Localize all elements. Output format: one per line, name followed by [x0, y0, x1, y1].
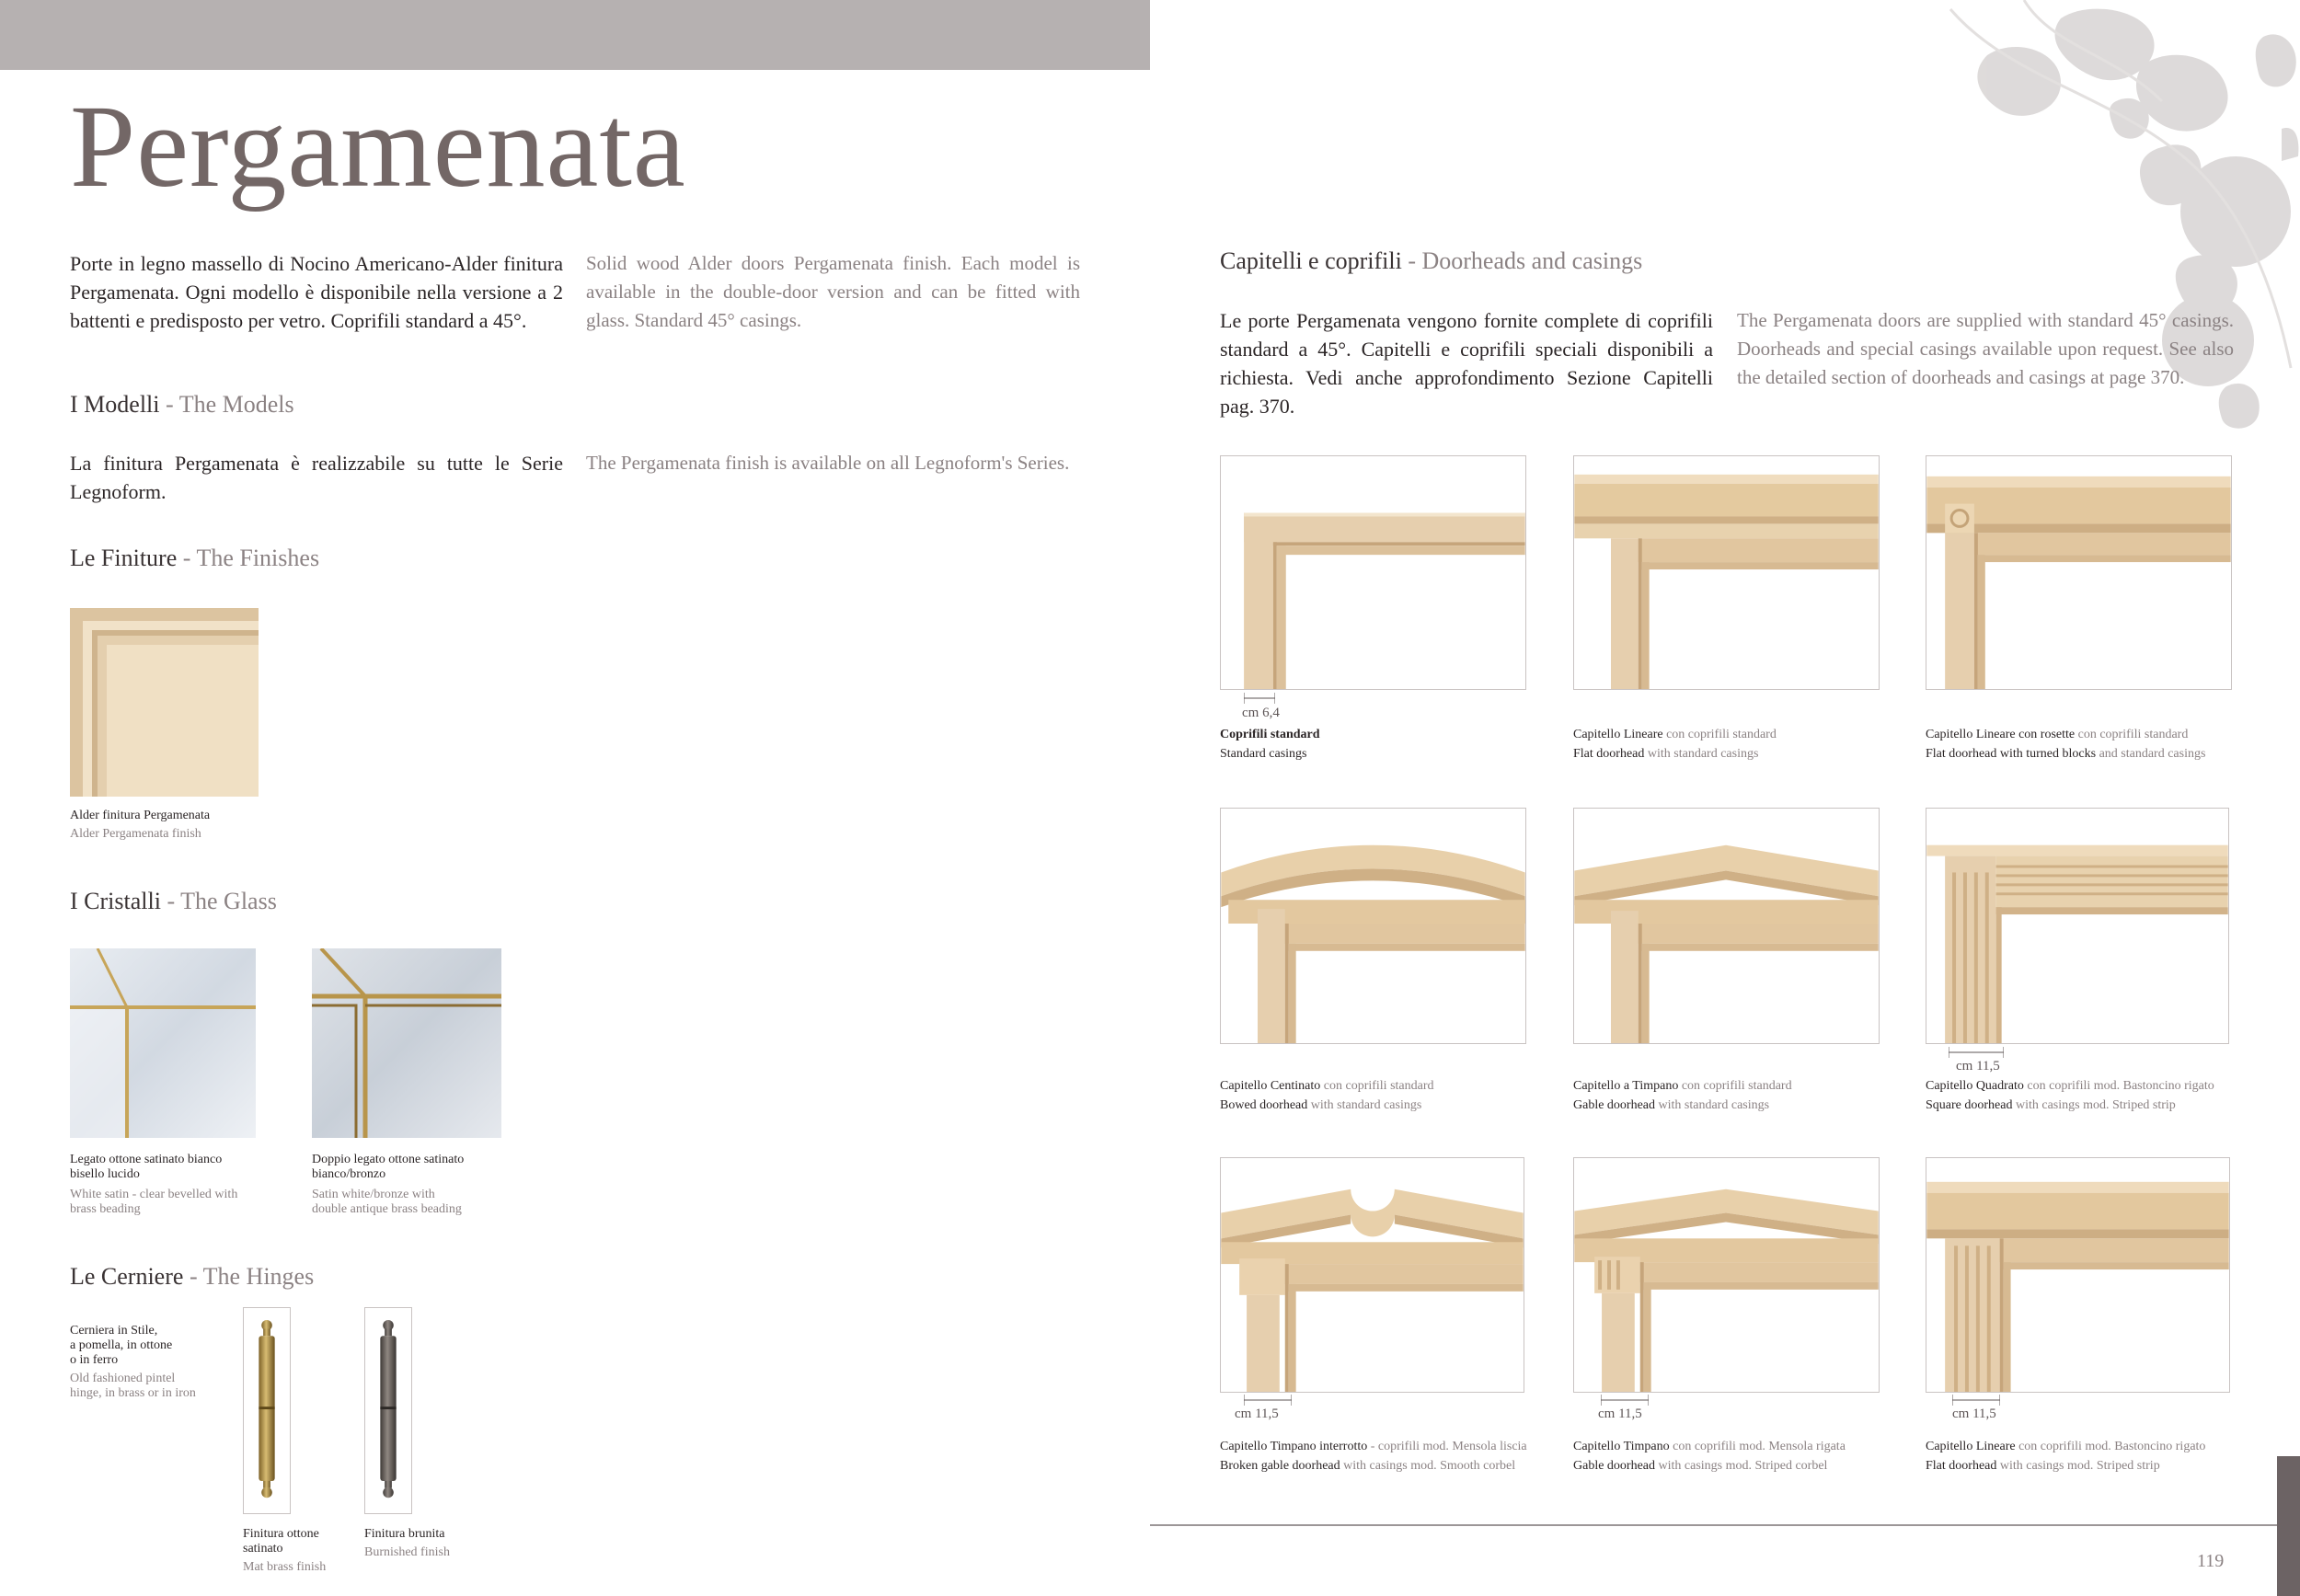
- models-heading-en: - The Models: [166, 391, 294, 418]
- footer-rule: [1150, 1524, 2277, 1526]
- doorhead-image-flat: [1573, 455, 1880, 690]
- intro-text-en: Solid wood Alder doors Pergamenata finish. Each model is available in the double-door version and can be fitted with glass. Standard 45° casings.: [586, 252, 1080, 331]
- doorhead-7-en-rest: with casings mod. Smooth corbel: [1340, 1459, 1516, 1473]
- doorhead-3-en-bold: Flat doorhead with turned blocks: [1926, 747, 2097, 761]
- doorhead-3-en-rest: and standard casings: [2096, 747, 2206, 761]
- doorhead-5-it-bold: Capitello a Timpano: [1573, 1079, 1679, 1093]
- doorhead-8-it-bold: Capitello Timpano: [1573, 1440, 1670, 1453]
- models-text-it: La finitura Pergamenata è realizzabile su tutte le Serie Legnoform.: [70, 452, 563, 503]
- doorhead-2-en-bold: Flat doorhead: [1573, 747, 1645, 761]
- doorheads-heading-en: - Doorheads and casings: [1408, 247, 1643, 274]
- glass-caption-2-en-2: double antique brass beading: [312, 1202, 462, 1216]
- glass-caption-2-en-1: Satin white/bronze with: [312, 1188, 435, 1201]
- doorhead-caption-2: [1573, 728, 1904, 762]
- doorhead-2-it-bold: Capitello Lineare: [1573, 728, 1663, 741]
- doorhead-6-it-rest: con coprifili mod. Bastoncino rigato: [2023, 1079, 2214, 1093]
- dimension-marker-6: [1949, 1046, 2004, 1057]
- doorhead-4-en-bold: Bowed doorhead: [1220, 1098, 1308, 1112]
- doorheads-text-it: Le porte Pergamenata vengono fornite complete di coprifili standard a 45°. Capitelli e coprifili speciali disponibili a richiesta. Vedi anche approfondimento Sezione Capitelli pag. 370.: [1220, 309, 1713, 418]
- page-number: 119: [2197, 1551, 2225, 1571]
- glass-caption-2-it-2: bianco/bronzo: [312, 1167, 386, 1181]
- doorhead-image-bowed: [1220, 808, 1526, 1044]
- dimension-marker-1: [1244, 692, 1275, 703]
- glass-image-double-beading: [312, 948, 501, 1138]
- doorhead-caption-3: [1926, 728, 2275, 762]
- page-title: Pergamenata: [70, 81, 686, 212]
- doorhead-image-flat-rosette: [1926, 455, 2232, 690]
- doorhead-caption-8: [1573, 1440, 1914, 1474]
- models-heading-it: I Modelli: [70, 391, 160, 418]
- glass-caption-1-en-2: brass beading: [70, 1202, 141, 1216]
- models-text-en: The Pergamenata finish is available on all Legnoform's Series.: [586, 452, 1070, 474]
- hinge-brass-it-2: satinato: [243, 1542, 283, 1556]
- hinges-heading-it: Le Cerniere: [70, 1263, 184, 1290]
- doorhead-7-en-bold: Broken gable doorhead: [1220, 1459, 1340, 1473]
- doorhead-caption-4: [1220, 1079, 1551, 1113]
- doorhead-caption-5: [1573, 1079, 1904, 1113]
- doorheads-text-en: The Pergamenata doors are supplied with standard 45° casings. Doorheads and special casings available upon request. See also the detailed section of doorheads and casings at page 370.: [1737, 309, 2234, 388]
- doorhead-9-it-rest: con coprifili mod. Bastoncino rigato: [2015, 1440, 2206, 1453]
- doorhead-caption-7: [1220, 1440, 1570, 1474]
- doorhead-4-it-rest: con coprifili standard: [1320, 1079, 1434, 1093]
- dimension-label-9: cm 11,5: [1952, 1407, 1996, 1421]
- doorhead-8-it-rest: con coprifili mod. Mensola rigata: [1669, 1440, 1846, 1453]
- glass-caption-1-it-1: Legato ottone satinato bianco: [70, 1153, 223, 1166]
- doorhead-caption-1: [1220, 728, 1533, 762]
- doorhead-1-en-bold: Standard casings: [1220, 747, 1307, 761]
- doorhead-1-it-bold: Coprifili standard: [1220, 728, 1320, 741]
- hinges-heading-en: - The Hinges: [189, 1263, 315, 1290]
- dimension-label-6: cm 11,5: [1956, 1059, 2000, 1074]
- doorhead-4-en-rest: with standard casings: [1307, 1098, 1422, 1112]
- finishes-heading-en: - The Finishes: [182, 545, 320, 571]
- hinge-brass-image: [243, 1307, 291, 1514]
- doorhead-image-standard-casings: [1220, 455, 1526, 690]
- doorhead-image-flat-striped: [1926, 1157, 2230, 1393]
- doorhead-7-it-rest: - coprifili mod. Mensola liscia: [1367, 1440, 1527, 1453]
- hinge-iron-it: Finitura brunita: [364, 1527, 445, 1541]
- doorhead-7-it-bold: Capitello Timpano interrotto: [1220, 1440, 1368, 1453]
- finishes-heading-it: Le Finiture: [70, 545, 178, 571]
- doorhead-5-it-rest: con coprifili standard: [1678, 1079, 1792, 1093]
- glass-caption-1-en-1: White satin - clear bevelled with: [70, 1188, 238, 1201]
- dimension-marker-8: [1601, 1394, 1649, 1405]
- doorhead-caption-9: [1926, 1440, 2275, 1474]
- hinge-brass-en: Mat brass finish: [243, 1560, 327, 1574]
- doorhead-9-en-rest: with casings mod. Striped strip: [1996, 1459, 2160, 1473]
- doorheads-heading-it: Capitelli e coprifili: [1220, 247, 1402, 274]
- hinges-description: [70, 1324, 217, 1401]
- doorhead-image-broken-gable: [1220, 1157, 1524, 1393]
- doorhead-caption-6: [1926, 1079, 2275, 1113]
- doorhead-8-en-bold: Gable doorhead: [1573, 1459, 1656, 1473]
- doorhead-6-it-bold: Capitello Quadrato: [1926, 1079, 2024, 1093]
- finish-caption-it: Alder finitura Pergamenata: [70, 809, 211, 822]
- hinge-iron-en: Burnished finish: [364, 1545, 450, 1559]
- doorhead-9-en-bold: Flat doorhead: [1926, 1459, 1997, 1473]
- hinges-desc-en-2: hinge, in brass or in iron: [70, 1386, 196, 1400]
- doorhead-2-en-rest: with standard casings: [1644, 747, 1759, 761]
- doorhead-image-gable-corbel: [1573, 1157, 1880, 1393]
- doorhead-9-it-bold: Capitello Lineare: [1926, 1440, 2016, 1453]
- dimension-label-7: cm 11,5: [1235, 1407, 1279, 1421]
- finishes-heading: [70, 544, 319, 573]
- hinge-brass-it-1: Finitura ottone: [243, 1527, 319, 1541]
- doorhead-2-it-rest: con coprifili standard: [1662, 728, 1777, 741]
- doorhead-5-en-bold: Gable doorhead: [1573, 1098, 1656, 1112]
- doorhead-image-gable: [1573, 808, 1880, 1044]
- finish-caption-en: Alder Pergamenata finish: [70, 827, 201, 841]
- glass-heading-en: - The Glass: [167, 888, 277, 914]
- doorhead-6-en-bold: Square doorhead: [1926, 1098, 2013, 1112]
- section-tab: [2277, 1456, 2300, 1596]
- hinge-iron-image: [364, 1307, 412, 1514]
- dimension-marker-7: [1244, 1394, 1292, 1405]
- intro-text-it: Porte in legno massello di Nocino Americano-Alder finitura Pergamenata. Ogni modello è disponibile nella versione a 2 battenti e predisposto per vetro. Coprifili standard a 45°.: [70, 252, 563, 332]
- glass-caption-1: [70, 1153, 254, 1217]
- doorhead-image-square: [1926, 808, 2229, 1044]
- finish-swatch-image: [70, 608, 259, 797]
- hinge-caption-iron: [364, 1527, 475, 1560]
- hinges-heading: [70, 1262, 314, 1292]
- hinge-caption-brass: [243, 1527, 353, 1575]
- hinges-desc-en-1: Old fashioned pintel: [70, 1372, 176, 1385]
- dimension-marker-9: [1952, 1394, 2000, 1405]
- doorheads-heading: [1220, 247, 1642, 276]
- glass-heading-it: I Cristalli: [70, 888, 161, 914]
- doorhead-6-en-rest: with casings mod. Striped strip: [2012, 1098, 2176, 1112]
- doorhead-5-en-rest: with standard casings: [1655, 1098, 1770, 1112]
- models-heading: [70, 390, 294, 419]
- glass-heading: [70, 887, 277, 916]
- glass-caption-2: [312, 1153, 496, 1217]
- header-bar: [0, 0, 1150, 70]
- doorhead-4-it-bold: Capitello Centinato: [1220, 1079, 1321, 1093]
- dimension-label-1: cm 6,4: [1242, 706, 1280, 720]
- doorhead-3-it-rest: con coprifili standard: [2075, 728, 2189, 741]
- glass-caption-1-it-2: bisello lucido: [70, 1167, 140, 1181]
- hinges-desc-it-2: a pomella, in ottone: [70, 1338, 173, 1352]
- hinges-desc-it-3: o in ferro: [70, 1353, 119, 1367]
- hinges-desc-it-1: Cerniera in Stile,: [70, 1324, 158, 1338]
- glass-image-single-beading: [70, 948, 256, 1138]
- dimension-label-8: cm 11,5: [1598, 1407, 1642, 1421]
- doorhead-8-en-rest: with casings mod. Striped corbel: [1655, 1459, 1828, 1473]
- doorhead-3-it-bold: Capitello Lineare con rosette: [1926, 728, 2076, 741]
- glass-caption-2-it-1: Doppio legato ottone satinato: [312, 1153, 465, 1166]
